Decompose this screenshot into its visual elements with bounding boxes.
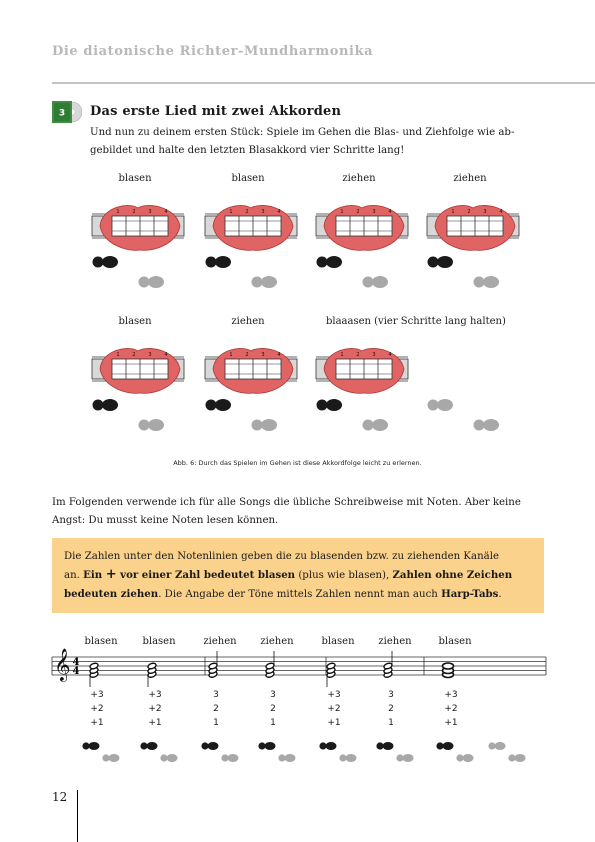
harmonica-label: ziehen [453, 173, 487, 184]
chord-label: blasen [142, 636, 176, 647]
footprint-pair [82, 742, 119, 762]
hole-number: 4 [164, 209, 168, 215]
chord-notes [383, 651, 393, 678]
hole-number: 2 [356, 209, 360, 215]
note-text: (plus wie blasen), [295, 570, 393, 581]
hole-number: 2 [245, 352, 249, 358]
hole-number: 4 [388, 352, 392, 358]
harp-tab-number: +1 [444, 718, 458, 728]
note-box [52, 538, 544, 613]
chord-label: ziehen [260, 636, 294, 647]
note-line-1: Die Zahlen unter den Notenlinien geben die zu blasenden bzw. zu ziehenden Kanäle [64, 551, 500, 562]
harp-tab-number: +2 [327, 704, 341, 714]
harmonica-illustration [90, 192, 200, 306]
harmonica-illustration [425, 335, 535, 449]
harmonica-illustration [425, 192, 535, 306]
harp-tab-number: +2 [444, 704, 458, 714]
hole-number: 1 [229, 352, 233, 358]
note-text: . [498, 589, 502, 600]
harmonica-illustration [314, 335, 424, 449]
note-bold: Ein [83, 569, 106, 581]
harmonica-label: blasen [118, 173, 152, 184]
harp-tab-number: 3 [213, 690, 219, 700]
footprint-grey [428, 399, 454, 411]
note-bold: Harp-Tabs [441, 588, 499, 600]
footprint-pair [140, 742, 177, 762]
harp-tab-column [436, 688, 466, 730]
footprint-pair [93, 256, 165, 288]
chord-notes [208, 651, 218, 678]
cd-track-icon [52, 101, 82, 123]
hole-number: 3 [261, 209, 265, 215]
harmonica-label: blasen [231, 173, 265, 184]
page-rule [77, 790, 78, 842]
hole-number: 1 [340, 209, 344, 215]
footprint-pair [436, 742, 473, 762]
hole-number: 4 [499, 209, 503, 215]
harp-tab-number: 3 [388, 690, 394, 700]
chord-label: ziehen [378, 636, 412, 647]
body-paragraph: Im Folgenden verwende ich für alle Songs die übliche Schreibweise mit Noten. Aber keine Angst: Du musst keine Noten lesen können. [52, 497, 521, 526]
harp-tab-number: +3 [444, 690, 458, 700]
footprint-pair [428, 256, 500, 288]
harp-tab-number: +1 [90, 718, 104, 728]
chord-notes [147, 662, 157, 687]
hole-number: 3 [261, 352, 265, 358]
footprint-pair [206, 399, 278, 431]
harmonica-illustration [203, 335, 313, 449]
harmonica-label: blaaasen (vier Schritte lang halten) [326, 316, 506, 327]
harmonica-illustration [90, 335, 200, 449]
harp-tab-number: 3 [270, 690, 276, 700]
chord-label: blasen [84, 636, 118, 647]
harp-tab-number: 1 [388, 718, 394, 728]
footprint-pair [93, 399, 165, 431]
footprint-pair [376, 742, 413, 762]
note-bold: Zahlen ohne Zeichen [392, 569, 513, 581]
plus-sign: + [105, 567, 117, 582]
hole-number: 4 [277, 352, 281, 358]
harmonica-label: blasen [118, 316, 152, 327]
footprint-pair [201, 742, 238, 762]
harmonica-illustration [314, 192, 424, 306]
note-text: an. [64, 570, 84, 581]
harp-tab-number: +1 [148, 718, 162, 728]
hole-number: 1 [451, 209, 455, 215]
hole-number: 3 [148, 209, 152, 215]
note-text: . Die Angabe der Töne mittels Zahlen nennt man auch [158, 589, 442, 600]
hole-number: 2 [132, 209, 136, 215]
harp-tab-column [376, 688, 406, 730]
footprint-pair [206, 256, 278, 288]
hole-number: 2 [132, 352, 136, 358]
footprint-pair [258, 742, 295, 762]
harp-tab-column [140, 688, 170, 730]
hole-number: 3 [372, 352, 376, 358]
treble-clef-icon: 𝄞 [54, 648, 71, 681]
harp-tab-number: +3 [327, 690, 341, 700]
hole-number: 4 [388, 209, 392, 215]
hole-number: 1 [340, 352, 344, 358]
harp-tab-number: +1 [327, 718, 341, 728]
hole-number: 3 [148, 352, 152, 358]
note-bold: bedeuten ziehen [64, 588, 159, 600]
harp-tab-number: +3 [148, 690, 162, 700]
harp-tab-number: 2 [388, 704, 394, 714]
chord-label: blasen [438, 636, 472, 647]
footprint-pair [488, 742, 525, 762]
chord-notes [265, 651, 275, 678]
figure-caption: Abb. 6: Durch das Spielen im Gehen ist diese Akkordfolge leicht zu erlernen. [173, 459, 422, 467]
chord-notes [443, 663, 454, 678]
hole-number: 2 [467, 209, 471, 215]
footstep-row [0, 738, 595, 768]
harp-tab-number: 1 [213, 718, 219, 728]
time-signature-bottom: 4 [72, 666, 80, 677]
harmonica-label: ziehen [231, 316, 265, 327]
harp-tab-number: +2 [148, 704, 162, 714]
harmonica-illustration [203, 192, 313, 306]
harp-tab-column [201, 688, 231, 730]
hole-number: 1 [229, 209, 233, 215]
hole-number: 4 [277, 209, 281, 215]
harp-tab-column [319, 688, 349, 730]
hole-number: 2 [356, 352, 360, 358]
harp-tab-number: 2 [213, 704, 219, 714]
harmonica-label: ziehen [342, 173, 376, 184]
page-number: 12 [52, 790, 68, 804]
footprint-pair [317, 399, 389, 431]
chord-label: ziehen [203, 636, 237, 647]
footprint-pair [319, 742, 356, 762]
hole-number: 2 [245, 209, 249, 215]
harp-tab-column [82, 688, 112, 730]
header-rule [52, 82, 595, 84]
intro-text: Und nun zu deinem ersten Stück: Spiele im Gehen die Blas- und Ziehfolge wie abgebildet und halte den letzten Blasakkord vier Schritte lang! [90, 127, 515, 156]
harp-tab-number: +3 [90, 690, 104, 700]
cd-track-number: 3 [58, 108, 66, 119]
running-head: Die diatonische Richter-Mundharmonika [52, 44, 374, 59]
footprint-pair [317, 256, 389, 288]
hole-number: 4 [164, 352, 168, 358]
chord-notes [89, 662, 99, 687]
harp-tab-number: 1 [270, 718, 276, 728]
harp-tab-number: +2 [90, 704, 104, 714]
hole-number: 3 [372, 209, 376, 215]
hole-number: 3 [483, 209, 487, 215]
footprint-pair [474, 419, 500, 431]
harp-tab-number: 2 [270, 704, 276, 714]
harp-tab-column [258, 688, 288, 730]
note-bold: vor einer Zahl bedeutet blasen [116, 569, 296, 581]
hole-number: 1 [116, 352, 120, 358]
chord-label: blasen [321, 636, 355, 647]
time-signature-top: 4 [72, 657, 80, 668]
chord-notes [326, 662, 336, 687]
hole-number: 1 [116, 209, 120, 215]
section-title: Das erste Lied mit zwei Akkorden [90, 104, 342, 119]
